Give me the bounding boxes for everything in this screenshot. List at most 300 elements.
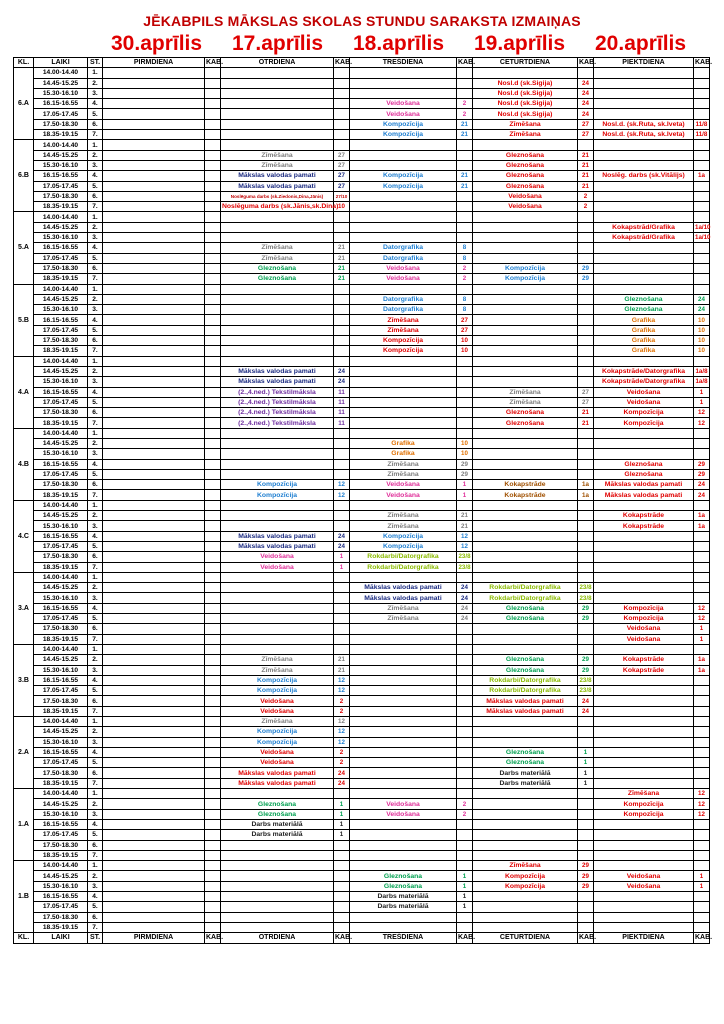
period-cell: 1. xyxy=(88,356,103,366)
lesson-monday xyxy=(103,861,205,871)
lesson-friday xyxy=(594,212,694,222)
lesson-friday: Kokapstrād/Grafika xyxy=(594,233,694,243)
lesson-wednesday xyxy=(350,819,457,829)
lesson-tuesday: Veidošana xyxy=(221,696,334,706)
room-tuesday xyxy=(334,902,350,912)
room-wednesday xyxy=(457,408,473,418)
room-wednesday: 24 xyxy=(457,593,473,603)
room-tuesday xyxy=(334,840,350,850)
room-wednesday: 1 xyxy=(457,480,473,490)
lesson-monday xyxy=(103,747,205,757)
room-friday: 12 xyxy=(694,614,710,624)
column-footer-cell: PIEKTDIENA xyxy=(594,933,694,943)
room-friday xyxy=(694,284,710,294)
lesson-wednesday xyxy=(350,88,457,98)
room-tuesday xyxy=(334,222,350,232)
lesson-friday: Gleznošana xyxy=(594,294,694,304)
room-tuesday xyxy=(334,294,350,304)
time-cell: 15.30-16.10 xyxy=(34,521,88,531)
room-monday xyxy=(205,119,221,129)
lesson-monday xyxy=(103,727,205,737)
period-cell: 5. xyxy=(88,325,103,335)
lesson-thursday xyxy=(473,366,578,376)
room-tuesday xyxy=(334,78,350,88)
lesson-thursday: Gleznošana xyxy=(473,150,578,160)
period-cell: 6. xyxy=(88,480,103,490)
time-cell: 16.15-16.55 xyxy=(34,603,88,613)
room-monday xyxy=(205,696,221,706)
room-thursday xyxy=(578,243,594,253)
period-cell: 6. xyxy=(88,912,103,922)
column-footer-cell: LAIKI xyxy=(34,933,88,943)
period-cell: 6. xyxy=(88,119,103,129)
lesson-tuesday xyxy=(221,572,334,582)
room-tuesday xyxy=(334,428,350,438)
class-label: 1.A xyxy=(14,789,34,861)
room-friday: 29 xyxy=(694,469,710,479)
room-monday xyxy=(205,222,221,232)
time-cell: 14.00-14.40 xyxy=(34,356,88,366)
period-cell: 1. xyxy=(88,644,103,654)
table-row xyxy=(14,171,710,181)
lesson-tuesday xyxy=(221,68,334,78)
lesson-friday xyxy=(594,68,694,78)
date-thursday: 19.aprīlis xyxy=(474,32,566,55)
room-wednesday xyxy=(457,634,473,644)
lesson-friday: Kokapstrād/Grafika xyxy=(594,222,694,232)
room-friday: 1 xyxy=(694,397,710,407)
period-cell: 5. xyxy=(88,758,103,768)
room-tuesday: 12 xyxy=(334,717,350,727)
column-header-cell: PIRMDIENA xyxy=(103,58,205,68)
lesson-tuesday: Kompozīcija xyxy=(221,480,334,490)
lesson-tuesday xyxy=(221,315,334,325)
table-row xyxy=(14,222,710,232)
room-wednesday: 23/8 xyxy=(458,563,471,571)
room-monday xyxy=(205,480,221,490)
period-cell: 3. xyxy=(88,665,103,675)
room-thursday xyxy=(578,624,594,634)
lesson-wednesday: Rokdarbi/Datorgrafika xyxy=(350,562,457,572)
room-friday xyxy=(694,202,710,212)
room-tuesday xyxy=(334,284,350,294)
time-cell: 14.45-15.25 xyxy=(34,366,88,376)
lesson-tuesday xyxy=(221,624,334,634)
lesson-tuesday xyxy=(221,109,334,119)
period-cell: 2. xyxy=(88,511,103,521)
room-monday xyxy=(205,768,221,778)
lesson-wednesday xyxy=(350,418,457,428)
column-header-cell: KAB. xyxy=(579,59,597,67)
room-tuesday xyxy=(334,336,350,346)
room-tuesday: 1 xyxy=(334,552,350,562)
room-wednesday xyxy=(457,830,473,840)
lesson-tuesday: Kompozīcija xyxy=(221,686,334,696)
time-cell: 15.30-16.10 xyxy=(34,233,88,243)
period-cell: 6. xyxy=(88,408,103,418)
room-thursday: 24 xyxy=(578,99,594,109)
lesson-monday xyxy=(103,88,205,98)
table-row xyxy=(14,902,710,912)
table-row xyxy=(14,706,710,716)
period-cell: 3. xyxy=(88,521,103,531)
table-row xyxy=(14,655,710,665)
room-monday xyxy=(205,459,221,469)
room-tuesday xyxy=(334,315,350,325)
lesson-wednesday xyxy=(350,78,457,88)
lesson-tuesday xyxy=(221,140,334,150)
class-label: 1.B xyxy=(14,861,34,933)
lesson-thursday xyxy=(473,789,578,799)
room-thursday xyxy=(578,912,594,922)
lesson-thursday xyxy=(473,912,578,922)
room-friday: 10 xyxy=(694,315,710,325)
lesson-thursday xyxy=(473,68,578,78)
room-friday xyxy=(694,531,710,541)
table-row xyxy=(14,294,710,304)
table-row xyxy=(14,789,710,799)
room-thursday xyxy=(578,819,594,829)
time-cell: 15.30-16.10 xyxy=(34,809,88,819)
date-friday: 20.aprīlis xyxy=(595,32,687,55)
lesson-wednesday xyxy=(350,717,457,727)
lesson-thursday xyxy=(473,819,578,829)
class-label: 4.B xyxy=(14,428,34,500)
period-cell: 4. xyxy=(88,459,103,469)
lesson-thursday xyxy=(473,737,578,747)
room-monday xyxy=(205,511,221,521)
room-tuesday xyxy=(334,511,350,521)
lesson-tuesday xyxy=(221,438,334,448)
table-row xyxy=(14,717,710,727)
lesson-tuesday: Zīmēšana xyxy=(221,253,334,263)
time-cell: 15.30-16.10 xyxy=(34,377,88,387)
lesson-monday xyxy=(103,315,205,325)
lesson-tuesday xyxy=(221,346,334,356)
time-cell: 16.15-16.55 xyxy=(34,315,88,325)
room-monday xyxy=(205,892,221,902)
lesson-monday xyxy=(103,449,205,459)
time-cell: 16.15-16.55 xyxy=(34,819,88,829)
lesson-tuesday xyxy=(221,294,334,304)
room-wednesday xyxy=(457,140,473,150)
lesson-thursday: Nosl.d (sk.Sigija) xyxy=(473,99,578,109)
room-monday xyxy=(205,758,221,768)
lesson-friday xyxy=(594,449,694,459)
room-monday xyxy=(205,552,221,562)
room-monday xyxy=(205,315,221,325)
lesson-wednesday xyxy=(350,233,457,243)
time-cell: 14.00-14.40 xyxy=(34,212,88,222)
room-thursday xyxy=(578,68,594,78)
lesson-thursday xyxy=(473,644,578,654)
date-tuesday: 17.aprīlis xyxy=(232,32,324,55)
table-row xyxy=(14,912,710,922)
period-cell: 1. xyxy=(88,428,103,438)
lesson-monday xyxy=(103,418,205,428)
room-friday xyxy=(694,861,710,871)
lesson-wednesday xyxy=(350,408,457,418)
lesson-thursday: Darbs materiālā xyxy=(473,768,578,778)
period-cell: 5. xyxy=(88,397,103,407)
table-row xyxy=(14,562,710,572)
lesson-monday xyxy=(103,305,205,315)
time-cell: 17.05-17.45 xyxy=(34,181,88,191)
lesson-tuesday: Mākslas valodas pamati xyxy=(221,377,334,387)
lesson-friday: Gleznošana xyxy=(594,305,694,315)
table-row xyxy=(14,737,710,747)
period-cell: 7. xyxy=(88,202,103,212)
time-cell: 14.00-14.40 xyxy=(34,717,88,727)
room-friday xyxy=(694,160,710,170)
time-cell: 16.15-16.55 xyxy=(34,675,88,685)
time-cell: 18.35-19.15 xyxy=(34,346,88,356)
lesson-friday xyxy=(594,686,694,696)
lesson-tuesday xyxy=(221,871,334,881)
lesson-tuesday xyxy=(221,840,334,850)
period-cell: 4. xyxy=(88,99,103,109)
room-monday xyxy=(205,819,221,829)
lesson-wednesday xyxy=(350,675,457,685)
period-cell: 4. xyxy=(88,603,103,613)
time-cell: 17.05-17.45 xyxy=(34,469,88,479)
period-cell: 4. xyxy=(88,315,103,325)
period-cell: 1. xyxy=(88,500,103,510)
lesson-friday: Gleznošana xyxy=(594,459,694,469)
lesson-tuesday xyxy=(221,644,334,654)
room-thursday xyxy=(578,284,594,294)
room-friday xyxy=(694,902,710,912)
lesson-friday: Kompozīcija xyxy=(594,603,694,613)
lesson-thursday xyxy=(473,428,578,438)
room-tuesday: 24 xyxy=(334,366,350,376)
lesson-monday xyxy=(103,263,205,273)
table-row xyxy=(14,665,710,675)
room-thursday: 29 xyxy=(578,614,594,624)
period-cell: 2. xyxy=(88,78,103,88)
lesson-monday xyxy=(103,480,205,490)
room-monday xyxy=(205,727,221,737)
lesson-tuesday: Kompozīcija xyxy=(221,675,334,685)
period-cell: 4. xyxy=(88,892,103,902)
room-tuesday xyxy=(334,130,350,140)
room-tuesday: 11 xyxy=(334,397,350,407)
lesson-monday xyxy=(103,377,205,387)
room-thursday: 29 xyxy=(578,274,594,284)
room-tuesday: 21 xyxy=(334,263,350,273)
lesson-tuesday: Zīmēšana xyxy=(221,665,334,675)
lesson-friday: Kompozīcija xyxy=(594,809,694,819)
room-friday: 11/8 xyxy=(694,119,710,129)
lesson-thursday xyxy=(473,438,578,448)
room-monday xyxy=(205,747,221,757)
table-row xyxy=(14,469,710,479)
lesson-monday xyxy=(103,459,205,469)
room-tuesday xyxy=(334,119,350,129)
lesson-wednesday xyxy=(350,861,457,871)
lesson-wednesday xyxy=(350,850,457,860)
lesson-friday xyxy=(594,150,694,160)
room-monday xyxy=(205,140,221,150)
lesson-wednesday xyxy=(350,830,457,840)
period-cell: 7. xyxy=(88,346,103,356)
time-cell: 14.00-14.40 xyxy=(34,500,88,510)
lesson-wednesday: Kompozīcija xyxy=(350,181,457,191)
lesson-monday xyxy=(103,655,205,665)
period-cell: 5. xyxy=(88,541,103,551)
lesson-wednesday xyxy=(350,840,457,850)
time-cell: 18.35-19.15 xyxy=(34,490,88,500)
room-friday: 12 xyxy=(694,603,710,613)
table-row xyxy=(14,202,710,212)
lesson-thursday xyxy=(473,377,578,387)
lesson-wednesday: Kompozīcija xyxy=(350,531,457,541)
room-monday xyxy=(205,150,221,160)
room-monday xyxy=(205,840,221,850)
lesson-tuesday xyxy=(221,922,334,932)
lesson-wednesday: Zīmēšana xyxy=(350,469,457,479)
room-friday: 1 xyxy=(694,881,710,891)
room-monday xyxy=(205,438,221,448)
period-cell: 7. xyxy=(88,850,103,860)
table-row xyxy=(14,881,710,891)
lesson-friday xyxy=(594,830,694,840)
period-cell: 2. xyxy=(88,583,103,593)
room-friday xyxy=(694,912,710,922)
period-cell: 7. xyxy=(88,274,103,284)
lesson-monday xyxy=(103,336,205,346)
time-cell: 14.45-15.25 xyxy=(34,222,88,232)
table-row xyxy=(14,181,710,191)
lesson-friday xyxy=(594,583,694,593)
table-row xyxy=(14,799,710,809)
room-wednesday: 24 xyxy=(457,583,473,593)
room-monday xyxy=(205,325,221,335)
lesson-tuesday xyxy=(221,212,334,222)
lesson-friday: Kokapstrāde xyxy=(594,511,694,521)
room-monday xyxy=(205,922,221,932)
room-friday: 1 xyxy=(694,634,710,644)
room-friday: 12 xyxy=(694,408,710,418)
time-cell: 14.45-15.25 xyxy=(34,294,88,304)
room-wednesday xyxy=(457,500,473,510)
table-row xyxy=(14,892,710,902)
lesson-wednesday xyxy=(350,706,457,716)
period-cell: 7. xyxy=(88,562,103,572)
room-wednesday: 8 xyxy=(457,294,473,304)
room-wednesday xyxy=(457,717,473,727)
column-header-cell: KAB. xyxy=(695,59,713,67)
room-monday xyxy=(205,212,221,222)
time-cell: 14.00-14.40 xyxy=(34,789,88,799)
lesson-friday xyxy=(594,758,694,768)
time-cell: 14.45-15.25 xyxy=(34,799,88,809)
column-header-cell: KL. xyxy=(14,58,34,68)
room-tuesday xyxy=(334,449,350,459)
lesson-tuesday: Kompozīcija xyxy=(221,737,334,747)
lesson-thursday xyxy=(473,253,578,263)
period-cell: 4. xyxy=(88,171,103,181)
room-thursday: 29 xyxy=(578,603,594,613)
room-thursday xyxy=(578,737,594,747)
time-cell: 15.30-16.10 xyxy=(34,737,88,747)
table-body xyxy=(14,68,710,933)
room-friday xyxy=(694,696,710,706)
lesson-wednesday xyxy=(350,665,457,675)
lesson-thursday xyxy=(473,346,578,356)
lesson-friday xyxy=(594,88,694,98)
period-cell: 4. xyxy=(88,819,103,829)
room-wednesday: 8 xyxy=(457,243,473,253)
table-row xyxy=(14,397,710,407)
table-row xyxy=(14,150,710,160)
room-friday: 12 xyxy=(694,418,710,428)
room-wednesday: 23/8 xyxy=(458,553,471,561)
room-friday xyxy=(694,686,710,696)
lesson-monday xyxy=(103,819,205,829)
column-header-cell: LAIKI xyxy=(34,58,88,68)
room-friday xyxy=(694,356,710,366)
lesson-tuesday xyxy=(221,78,334,88)
table-row xyxy=(14,438,710,448)
lesson-thursday xyxy=(473,902,578,912)
room-thursday xyxy=(578,294,594,304)
lesson-thursday: Gleznošana xyxy=(473,181,578,191)
time-cell: 18.35-19.15 xyxy=(34,922,88,932)
lesson-wednesday: Mākslas valodas pamati xyxy=(350,583,457,593)
table-row xyxy=(14,758,710,768)
room-thursday: 24 xyxy=(578,88,594,98)
room-thursday xyxy=(578,140,594,150)
lesson-tuesday: Veidošana xyxy=(221,747,334,757)
room-wednesday: 29 xyxy=(457,469,473,479)
class-label: 2.A xyxy=(14,717,34,789)
room-wednesday: 1 xyxy=(457,490,473,500)
lesson-tuesday: Zīmēšana xyxy=(221,160,334,170)
lesson-monday xyxy=(103,892,205,902)
lesson-monday xyxy=(103,675,205,685)
time-cell: 17.05-17.45 xyxy=(34,830,88,840)
table-row xyxy=(14,212,710,222)
lesson-friday: Nosl.d. (sk.Ruta, sk.Iveta) xyxy=(594,119,694,129)
time-cell: 17.05-17.45 xyxy=(34,325,88,335)
room-tuesday xyxy=(334,871,350,881)
room-friday xyxy=(694,892,710,902)
room-tuesday: 1 xyxy=(334,819,350,829)
time-cell: 15.30-16.10 xyxy=(34,449,88,459)
table-row xyxy=(14,233,710,243)
lesson-friday: Kokapstrāde/Datorgrafika xyxy=(594,377,694,387)
period-cell: 5. xyxy=(88,253,103,263)
table-row xyxy=(14,778,710,788)
room-friday xyxy=(694,737,710,747)
lesson-monday xyxy=(103,253,205,263)
room-friday: 1a xyxy=(694,521,710,531)
lesson-thursday xyxy=(473,305,578,315)
lesson-wednesday xyxy=(350,428,457,438)
room-tuesday xyxy=(334,305,350,315)
time-cell: 17.05-17.45 xyxy=(34,902,88,912)
room-wednesday: 29 xyxy=(457,459,473,469)
lesson-monday xyxy=(103,284,205,294)
lesson-monday xyxy=(103,531,205,541)
room-thursday xyxy=(578,459,594,469)
room-thursday: 29 xyxy=(578,655,594,665)
time-cell: 18.35-19.15 xyxy=(34,706,88,716)
room-tuesday: 1 xyxy=(334,562,350,572)
room-tuesday xyxy=(334,922,350,932)
room-monday xyxy=(205,572,221,582)
